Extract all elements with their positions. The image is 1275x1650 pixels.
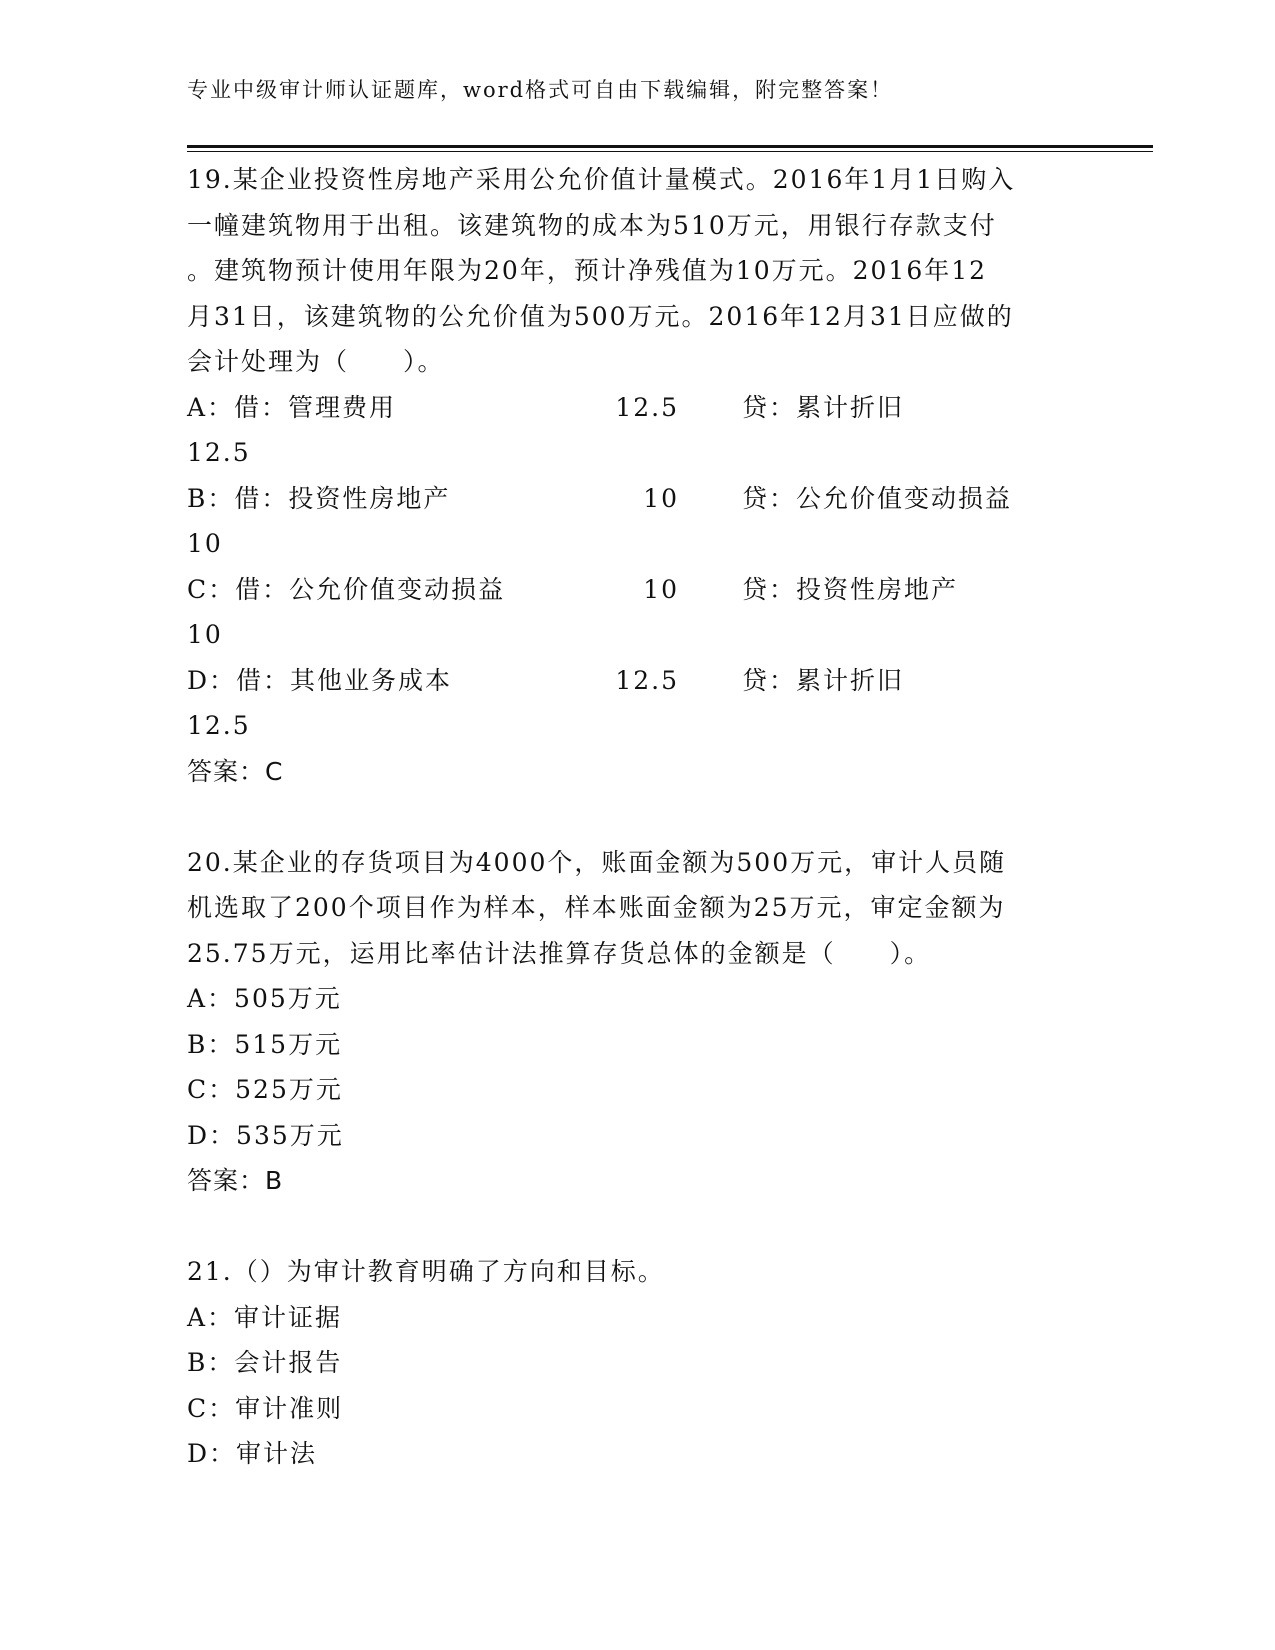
option-a-credit-amount: 12.5 [187,438,251,467]
option-b-credit-amount: 10 [187,529,223,558]
question-21-text: 21.（）为审计教育明确了方向和目标。 [187,1257,665,1286]
question-20-option-b: B：515万元 [187,1029,343,1059]
question-20 [187,840,1087,1204]
option-b [187,476,1087,522]
option-d-credit: 贷：累计折旧 [742,665,905,695]
option-c-debit: C：借：公允价值变动损益 [187,574,506,604]
header-rule-thick [187,145,1153,148]
question-21-option-d: D：审计法 [187,1439,318,1468]
option-c-credit-amount: 10 [187,620,223,649]
question-21-option-c: C：审计准则 [187,1393,344,1423]
option-a-debit: A：借：管理费用 [187,392,397,422]
option-a [187,385,1087,431]
option-c-amount: 10 [643,574,679,604]
option-b-credit: 贷：公允价值变动损益 [742,483,1013,513]
option-a-credit: 贷：累计折旧 [742,392,905,422]
question-20-text-line-2: 机选取了200个项目作为样本，样本账面金额为25万元，审定金额为 [187,893,1006,922]
question-19-text-line-4: 月31日，该建筑物的公允价值为500万元。2016年12月31日应做的 [187,301,1014,331]
spacer [187,794,1087,840]
question-19-text-line-5: 会计处理为（ ）。 [187,347,445,376]
question-20-option-a: A：505万元 [187,984,342,1013]
question-20-option-c: C：525万元 [187,1075,343,1104]
question-20-text-line-1: 20.某企业的存货项目为4000个，账面金额为500万元，审计人员随 [187,847,1007,877]
option-d-debit: D：借：其他业务成本 [187,665,453,695]
option-d-credit-amount: 12.5 [187,711,251,740]
option-d-amount: 12.5 [615,665,679,695]
question-20-option-d: D：535万元 [187,1120,344,1150]
option-d [187,658,1087,704]
question-19 [187,157,1087,794]
question-19-answer: 答案：C [187,756,284,786]
question-21 [187,1249,1087,1477]
question-20-answer: 答案：B [187,1166,284,1195]
question-19-text-line-2: 一幢建筑物用于出租。该建筑物的成本为510万元，用银行存款支付 [187,210,997,240]
question-19-text-line-3: 。建筑物预计使用年限为20年，预计净残值为10万元。2016年12 [187,256,988,285]
spacer [187,1204,1087,1250]
question-20-text-line-3: 25.75万元，运用比率估计法推算存货总体的金额是（ ）。 [187,938,932,968]
option-a-amount: 12.5 [615,392,679,422]
page-header: 专业中级审计师认证题库，word格式可自由下载编辑，附完整答案！ [187,78,894,102]
option-b-debit: B：借：投资性房地产 [187,483,451,513]
question-21-option-a: A：审计证据 [187,1302,343,1332]
option-c [187,567,1087,613]
question-21-option-b: B：会计报告 [187,1348,343,1377]
question-19-text-line-1: 19.某企业投资性房地产采用公允价值计量模式。2016年1月1日购入 [187,165,1016,194]
option-c-credit: 贷：投资性房地产 [742,574,959,604]
question-list [187,157,1087,1477]
header-rule-thin [187,151,1153,152]
option-b-amount: 10 [643,483,679,513]
